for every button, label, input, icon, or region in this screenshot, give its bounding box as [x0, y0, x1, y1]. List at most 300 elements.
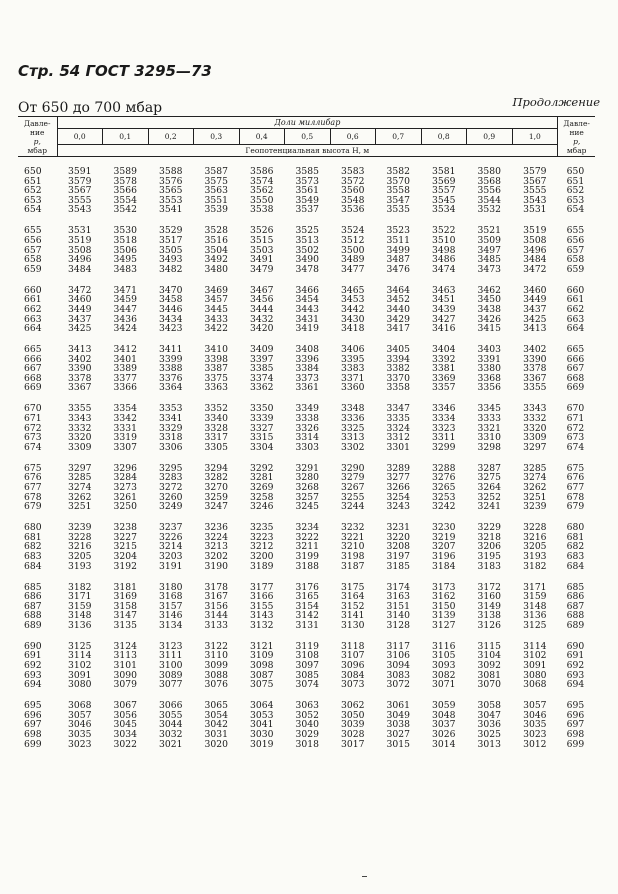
height-cell: 3500: [341, 244, 365, 256]
height-cell: 3260: [159, 491, 183, 503]
height-cell: 3193: [523, 550, 547, 562]
height-cell: 3528: [204, 225, 228, 237]
height-cell: 3324: [386, 422, 410, 434]
height-cell: 3304: [250, 441, 274, 453]
height-cell: 3227: [113, 531, 137, 543]
height-cell: 3262: [523, 481, 547, 493]
height-cell: 3036: [477, 719, 501, 731]
height-cell: 3280: [295, 472, 319, 484]
height-cell: 3025: [477, 729, 501, 741]
pressure-cell: 663: [566, 313, 585, 325]
height-cell: 3106: [386, 650, 410, 662]
pressure-cell: 697: [566, 719, 585, 731]
height-cell: 3484: [68, 263, 92, 275]
height-cell: 3244: [341, 501, 365, 513]
pressure-cell: 674: [24, 441, 42, 453]
pressure-cell: 695: [24, 700, 42, 712]
height-cell: 3222: [295, 531, 319, 543]
height-cell: 3135: [113, 619, 137, 631]
height-cell: 3273: [113, 481, 137, 493]
pressure-cell: 684: [24, 560, 42, 572]
height-cell: 3558: [386, 185, 410, 197]
height-cell: 3356: [477, 382, 501, 394]
height-cell: 3027: [386, 729, 410, 741]
fraction-header: 0,1: [103, 129, 149, 145]
table-row: [18, 334, 595, 355]
pressure-cell: 685: [566, 581, 585, 593]
height-cell: 3342: [113, 413, 137, 425]
height-cell: 3114: [68, 650, 92, 662]
pressure-cell: 689: [566, 619, 585, 631]
height-cell: 3479: [250, 263, 274, 275]
pressure-cell: 670: [566, 403, 585, 415]
pressure-cell: 660: [566, 284, 585, 296]
height-cell: 3412: [113, 344, 137, 356]
height-cell: 3585: [295, 166, 319, 177]
height-cell: 3221: [341, 531, 365, 543]
height-cell: 3531: [68, 225, 92, 237]
height-cell: 3210: [341, 541, 365, 553]
height-cell: 3216: [68, 541, 92, 553]
height-cell: 3100: [159, 660, 183, 672]
height-cell: 3058: [477, 700, 501, 712]
pressure-cell: 691: [566, 650, 585, 662]
height-cell: 3551: [204, 194, 228, 206]
height-cell: 3171: [523, 581, 547, 593]
height-cell: 3046: [68, 719, 92, 731]
table-row: [18, 630, 595, 651]
pressure-cell: 666: [566, 353, 585, 365]
height-cell: 3543: [523, 194, 547, 206]
height-cell: 3510: [432, 234, 456, 246]
height-cell: 3130: [341, 619, 365, 631]
height-cell: 3136: [68, 619, 92, 631]
height-cell: 3460: [68, 294, 92, 306]
pressure-column-header-left: [18, 117, 57, 157]
height-cell: 3411: [159, 344, 183, 356]
pressure-cell: 665: [566, 344, 585, 356]
height-cell: 3513: [295, 234, 319, 246]
height-cell: 3543: [68, 204, 92, 216]
height-cell: 3406: [341, 344, 365, 356]
height-cell: 3122: [204, 640, 228, 652]
height-cell: 3190: [204, 560, 228, 572]
pressure-cell: 662: [24, 303, 42, 315]
height-cell: 3168: [159, 591, 183, 603]
height-cell: 3258: [250, 491, 274, 503]
height-cell: 3426: [477, 313, 501, 325]
pressure-cell: 651: [24, 175, 42, 187]
height-cell: 3014: [432, 738, 456, 750]
height-cell: 3327: [250, 422, 274, 434]
height-cell: 3131: [295, 619, 319, 631]
height-cell: 3355: [523, 382, 547, 394]
height-cell: 3367: [68, 382, 92, 394]
height-cell: 3235: [250, 522, 274, 534]
height-cell: 3504: [204, 244, 228, 256]
height-cell: 3073: [341, 679, 365, 691]
table-row: [18, 571, 595, 592]
height-cell: 3047: [477, 709, 501, 721]
height-cell: 3232: [341, 522, 365, 534]
height-cell: 3052: [295, 709, 319, 721]
height-cell: 3128: [386, 619, 410, 631]
height-cell: 3472: [523, 263, 547, 275]
height-cell: 3497: [477, 244, 501, 256]
height-cell: 3417: [386, 323, 410, 335]
pressure-cell: 661: [566, 294, 585, 306]
height-cell: 3491: [250, 254, 274, 266]
table-row: [18, 621, 595, 631]
height-cell: 3199: [295, 550, 319, 562]
height-cell: 3242: [432, 501, 456, 513]
height-cell: 3080: [523, 669, 547, 681]
fraction-header: 1,0: [512, 129, 558, 145]
height-cell: 3151: [386, 600, 410, 612]
height-cell: 3176: [295, 581, 319, 593]
pressure-cell: 676: [566, 472, 585, 484]
height-cell: 3573: [295, 175, 319, 187]
height-cell: 3283: [159, 472, 183, 484]
height-cell: 3195: [477, 550, 501, 562]
table-row: [18, 274, 595, 295]
height-cell: 3169: [113, 591, 137, 603]
height-cell: 3444: [250, 303, 274, 315]
pressure-cell: 661: [24, 294, 42, 306]
height-cell: 3068: [68, 700, 92, 712]
height-cell: 3508: [523, 234, 547, 246]
height-cell: 3061: [386, 700, 410, 712]
height-cell: 3339: [250, 413, 274, 425]
height-cell: 3132: [250, 619, 274, 631]
height-cell: 3568: [477, 175, 501, 187]
fraction-header: 0,2: [148, 129, 194, 145]
height-cell: 3360: [341, 382, 365, 394]
height-cell: 3348: [341, 403, 365, 415]
table-row: [18, 157, 595, 177]
height-cell: 3236: [204, 522, 228, 534]
height-cell: 3239: [68, 522, 92, 534]
height-cell: 3251: [523, 491, 547, 503]
pressure-cell: 691: [24, 650, 42, 662]
height-cell: 3505: [159, 244, 183, 256]
height-cell: 3320: [68, 432, 92, 444]
height-cell: 3456: [250, 294, 274, 306]
height-cell: 3341: [159, 413, 183, 425]
height-cell: 3046: [523, 709, 547, 721]
height-cell: 3336: [341, 413, 365, 425]
height-cell: 3022: [113, 738, 137, 750]
pressure-cell: 650: [566, 166, 585, 177]
height-cell: 3012: [523, 738, 547, 750]
fraction-header: 0,4: [239, 129, 285, 145]
height-cell: 3459: [113, 294, 137, 306]
height-cell: 3067: [113, 700, 137, 712]
height-cell: 3433: [204, 313, 228, 325]
height-cell: 3037: [432, 719, 456, 731]
height-cell: 3579: [523, 166, 547, 177]
height-cell: 3581: [432, 166, 456, 177]
height-cell: 3369: [432, 372, 456, 384]
height-cell: 3415: [477, 323, 501, 335]
height-cell: 3204: [113, 550, 137, 562]
height-cell: 3013: [477, 738, 501, 750]
pressure-cell: 694: [24, 679, 42, 691]
height-cell: 3471: [113, 284, 137, 296]
height-cell: 3282: [204, 472, 228, 484]
pressure-cell: 694: [566, 679, 585, 691]
height-cell: 3333: [477, 413, 501, 425]
height-cell: 3068: [523, 679, 547, 691]
height-cell: 3474: [432, 263, 456, 275]
height-cell: 3218: [477, 531, 501, 543]
height-cell: 3353: [159, 403, 183, 415]
height-cell: 3229: [477, 522, 501, 534]
height-cell: 3467: [250, 284, 274, 296]
height-cell: 3175: [341, 581, 365, 593]
height-cell: 3517: [159, 234, 183, 246]
height-cell: 3091: [523, 660, 547, 672]
height-cell: 3535: [386, 204, 410, 216]
height-cell: 3105: [432, 650, 456, 662]
height-cell: 3387: [204, 363, 228, 375]
height-cell: 3382: [386, 363, 410, 375]
height-cell: 3074: [295, 679, 319, 691]
table-row: [18, 690, 595, 711]
pressure-cell: 678: [566, 491, 585, 503]
height-cell: 3156: [204, 600, 228, 612]
pressure-cell: 685: [24, 581, 42, 593]
height-cell: 3289: [386, 462, 410, 474]
height-cell: 3096: [341, 660, 365, 672]
height-cell: 3496: [523, 244, 547, 256]
height-cell: 3556: [477, 185, 501, 197]
height-cell: 3079: [113, 679, 137, 691]
footer-dash: [362, 876, 367, 877]
height-cell: 3580: [477, 166, 501, 177]
height-cell: 3255: [341, 491, 365, 503]
height-cell: 3200: [250, 550, 274, 562]
height-cell: 3245: [295, 501, 319, 513]
height-cell: 3526: [250, 225, 274, 237]
height-cell: 3181: [113, 581, 137, 593]
height-cell: 3509: [477, 234, 501, 246]
pressure-cell: 686: [566, 591, 585, 603]
height-cell: 3378: [523, 363, 547, 375]
pressure-cell: 651: [566, 175, 585, 187]
height-cell: 3380: [477, 363, 501, 375]
height-cell: 3062: [341, 700, 365, 712]
height-cell: 3063: [295, 700, 319, 712]
height-cell: 3208: [386, 541, 410, 553]
height-cell: 3138: [477, 610, 501, 622]
pressure-cell: 693: [24, 669, 42, 681]
height-cell: 3565: [159, 185, 183, 197]
height-cell: 3363: [204, 382, 228, 394]
height-cell: 3531: [523, 204, 547, 216]
height-cell: 3065: [204, 700, 228, 712]
height-cell: 3530: [113, 225, 137, 237]
height-cell: 3017: [341, 738, 365, 750]
height-cell: 3166: [250, 591, 274, 603]
height-cell: 3503: [250, 244, 274, 256]
height-cell: 3483: [113, 263, 137, 275]
height-cell: 3332: [68, 422, 92, 434]
pressure-cell: 670: [24, 403, 42, 415]
height-cell: 3522: [432, 225, 456, 237]
height-cell: 3361: [295, 382, 319, 394]
height-cell: 3059: [432, 700, 456, 712]
height-cell: 3102: [68, 660, 92, 672]
height-cell: 3268: [295, 481, 319, 493]
height-cell: 3029: [295, 729, 319, 741]
height-cell: 3508: [68, 244, 92, 256]
pressure-cell: 650: [24, 166, 42, 177]
pressure-cell: 692: [566, 660, 585, 672]
pressure-cell: 652: [24, 185, 42, 197]
height-cell: 3306: [159, 441, 183, 453]
table-row: [18, 324, 595, 334]
height-cell: 3350: [250, 403, 274, 415]
table-row: [18, 562, 595, 572]
height-cell: 3216: [523, 531, 547, 543]
height-cell: 3044: [159, 719, 183, 731]
fraction-header: 0,8: [421, 129, 467, 145]
pressure-cell: 682: [566, 541, 585, 553]
height-cell: 3539: [204, 204, 228, 216]
height-cell: 3231: [386, 522, 410, 534]
height-cell: 3418: [341, 323, 365, 335]
height-cell: 3121: [250, 640, 274, 652]
height-cell: 3484: [523, 254, 547, 266]
height-cell: 3111: [159, 650, 183, 662]
height-cell: 3576: [159, 175, 183, 187]
height-cell: 3345: [477, 403, 501, 415]
pressure-cell: 684: [566, 560, 585, 572]
height-cell: 3434: [159, 313, 183, 325]
height-cell: 3297: [523, 441, 547, 453]
header-line: p,: [573, 137, 581, 146]
height-cell: 3188: [295, 560, 319, 572]
pressure-cell: 697: [24, 719, 42, 731]
pressure-cell: 682: [24, 541, 42, 553]
height-cell: 3563: [204, 185, 228, 197]
height-cell: 3035: [523, 719, 547, 731]
height-cell: 3390: [68, 363, 92, 375]
pressure-cell: 667: [24, 363, 42, 375]
height-cell: 3566: [113, 185, 137, 197]
height-cell: 3305: [204, 441, 228, 453]
page-header: Стр. 54 ГОСТ 3295—73: [18, 62, 212, 80]
height-cell: 3394: [386, 353, 410, 365]
height-cell: 3182: [68, 581, 92, 593]
height-cell: 3071: [432, 679, 456, 691]
height-cell: 3401: [113, 353, 137, 365]
pressure-cell: 698: [24, 729, 42, 741]
table-body: [18, 157, 595, 750]
height-cell: 3253: [432, 491, 456, 503]
height-cell: 3265: [432, 481, 456, 493]
height-cell: 3572: [341, 175, 365, 187]
height-cell: 3544: [477, 194, 501, 206]
height-cell: 3054: [204, 709, 228, 721]
height-cell: 3425: [523, 313, 547, 325]
height-cell: 3301: [386, 441, 410, 453]
height-cell: 3431: [295, 313, 319, 325]
height-cell: 3357: [432, 382, 456, 394]
height-cell: 3291: [295, 462, 319, 474]
height-cell: 3447: [113, 303, 137, 315]
height-cell: 3144: [204, 610, 228, 622]
height-cell: 3187: [341, 560, 365, 572]
height-cell: 3091: [68, 669, 92, 681]
height-cell: 3538: [250, 204, 274, 216]
height-cell: 3172: [477, 581, 501, 593]
height-cell: 3297: [68, 462, 92, 474]
height-cell: 3197: [386, 550, 410, 562]
height-cell: 3486: [432, 254, 456, 266]
height-cell: 3403: [477, 344, 501, 356]
pressure-cell: 665: [24, 344, 42, 356]
height-cell: 3015: [386, 738, 410, 750]
height-cell: 3296: [113, 462, 137, 474]
height-cell: 3320: [523, 422, 547, 434]
pressure-cell: 681: [24, 531, 42, 543]
height-cell: 3578: [113, 175, 137, 187]
pressure-cell: 674: [566, 441, 585, 453]
height-cell: 3314: [295, 432, 319, 444]
height-cell: 3492: [204, 254, 228, 266]
height-cell: 3215: [113, 541, 137, 553]
height-cell: 3545: [432, 194, 456, 206]
height-cell: 3466: [295, 284, 319, 296]
height-cell: 3402: [523, 344, 547, 356]
height-cell: 3117: [386, 640, 410, 652]
table-row: [18, 383, 595, 393]
height-cell: 3219: [432, 531, 456, 543]
height-cell: 3588: [159, 166, 183, 177]
height-cell: 3349: [295, 403, 319, 415]
height-cell: 3030: [250, 729, 274, 741]
height-cell: 3136: [523, 610, 547, 622]
height-cell: 3183: [477, 560, 501, 572]
height-cell: 3476: [386, 263, 410, 275]
height-cell: 3148: [523, 600, 547, 612]
height-cell: 3182: [523, 560, 547, 572]
height-cell: 3234: [295, 522, 319, 534]
height-cell: 3445: [204, 303, 228, 315]
height-cell: 3123: [159, 640, 183, 652]
header-line: p,: [33, 137, 41, 146]
height-cell: 3376: [159, 372, 183, 384]
height-cell: 3246: [250, 501, 274, 513]
height-cell: 3381: [432, 363, 456, 375]
pressure-cell: 653: [24, 194, 42, 206]
height-cell: 3438: [477, 303, 501, 315]
height-cell: 3523: [386, 225, 410, 237]
pressure-cell: 668: [24, 372, 42, 384]
height-cell: 3469: [204, 284, 228, 296]
height-cell: 3223: [250, 531, 274, 543]
header-line: мбар: [566, 146, 587, 155]
height-cell: 3375: [204, 372, 228, 384]
height-cell: 3269: [250, 481, 274, 493]
height-cell: 3303: [295, 441, 319, 453]
pressure-range-title: От 650 до 700 мбар: [18, 100, 163, 116]
pressure-cell: 690: [566, 640, 585, 652]
height-cell: 3315: [250, 432, 274, 444]
height-cell: 3230: [432, 522, 456, 534]
